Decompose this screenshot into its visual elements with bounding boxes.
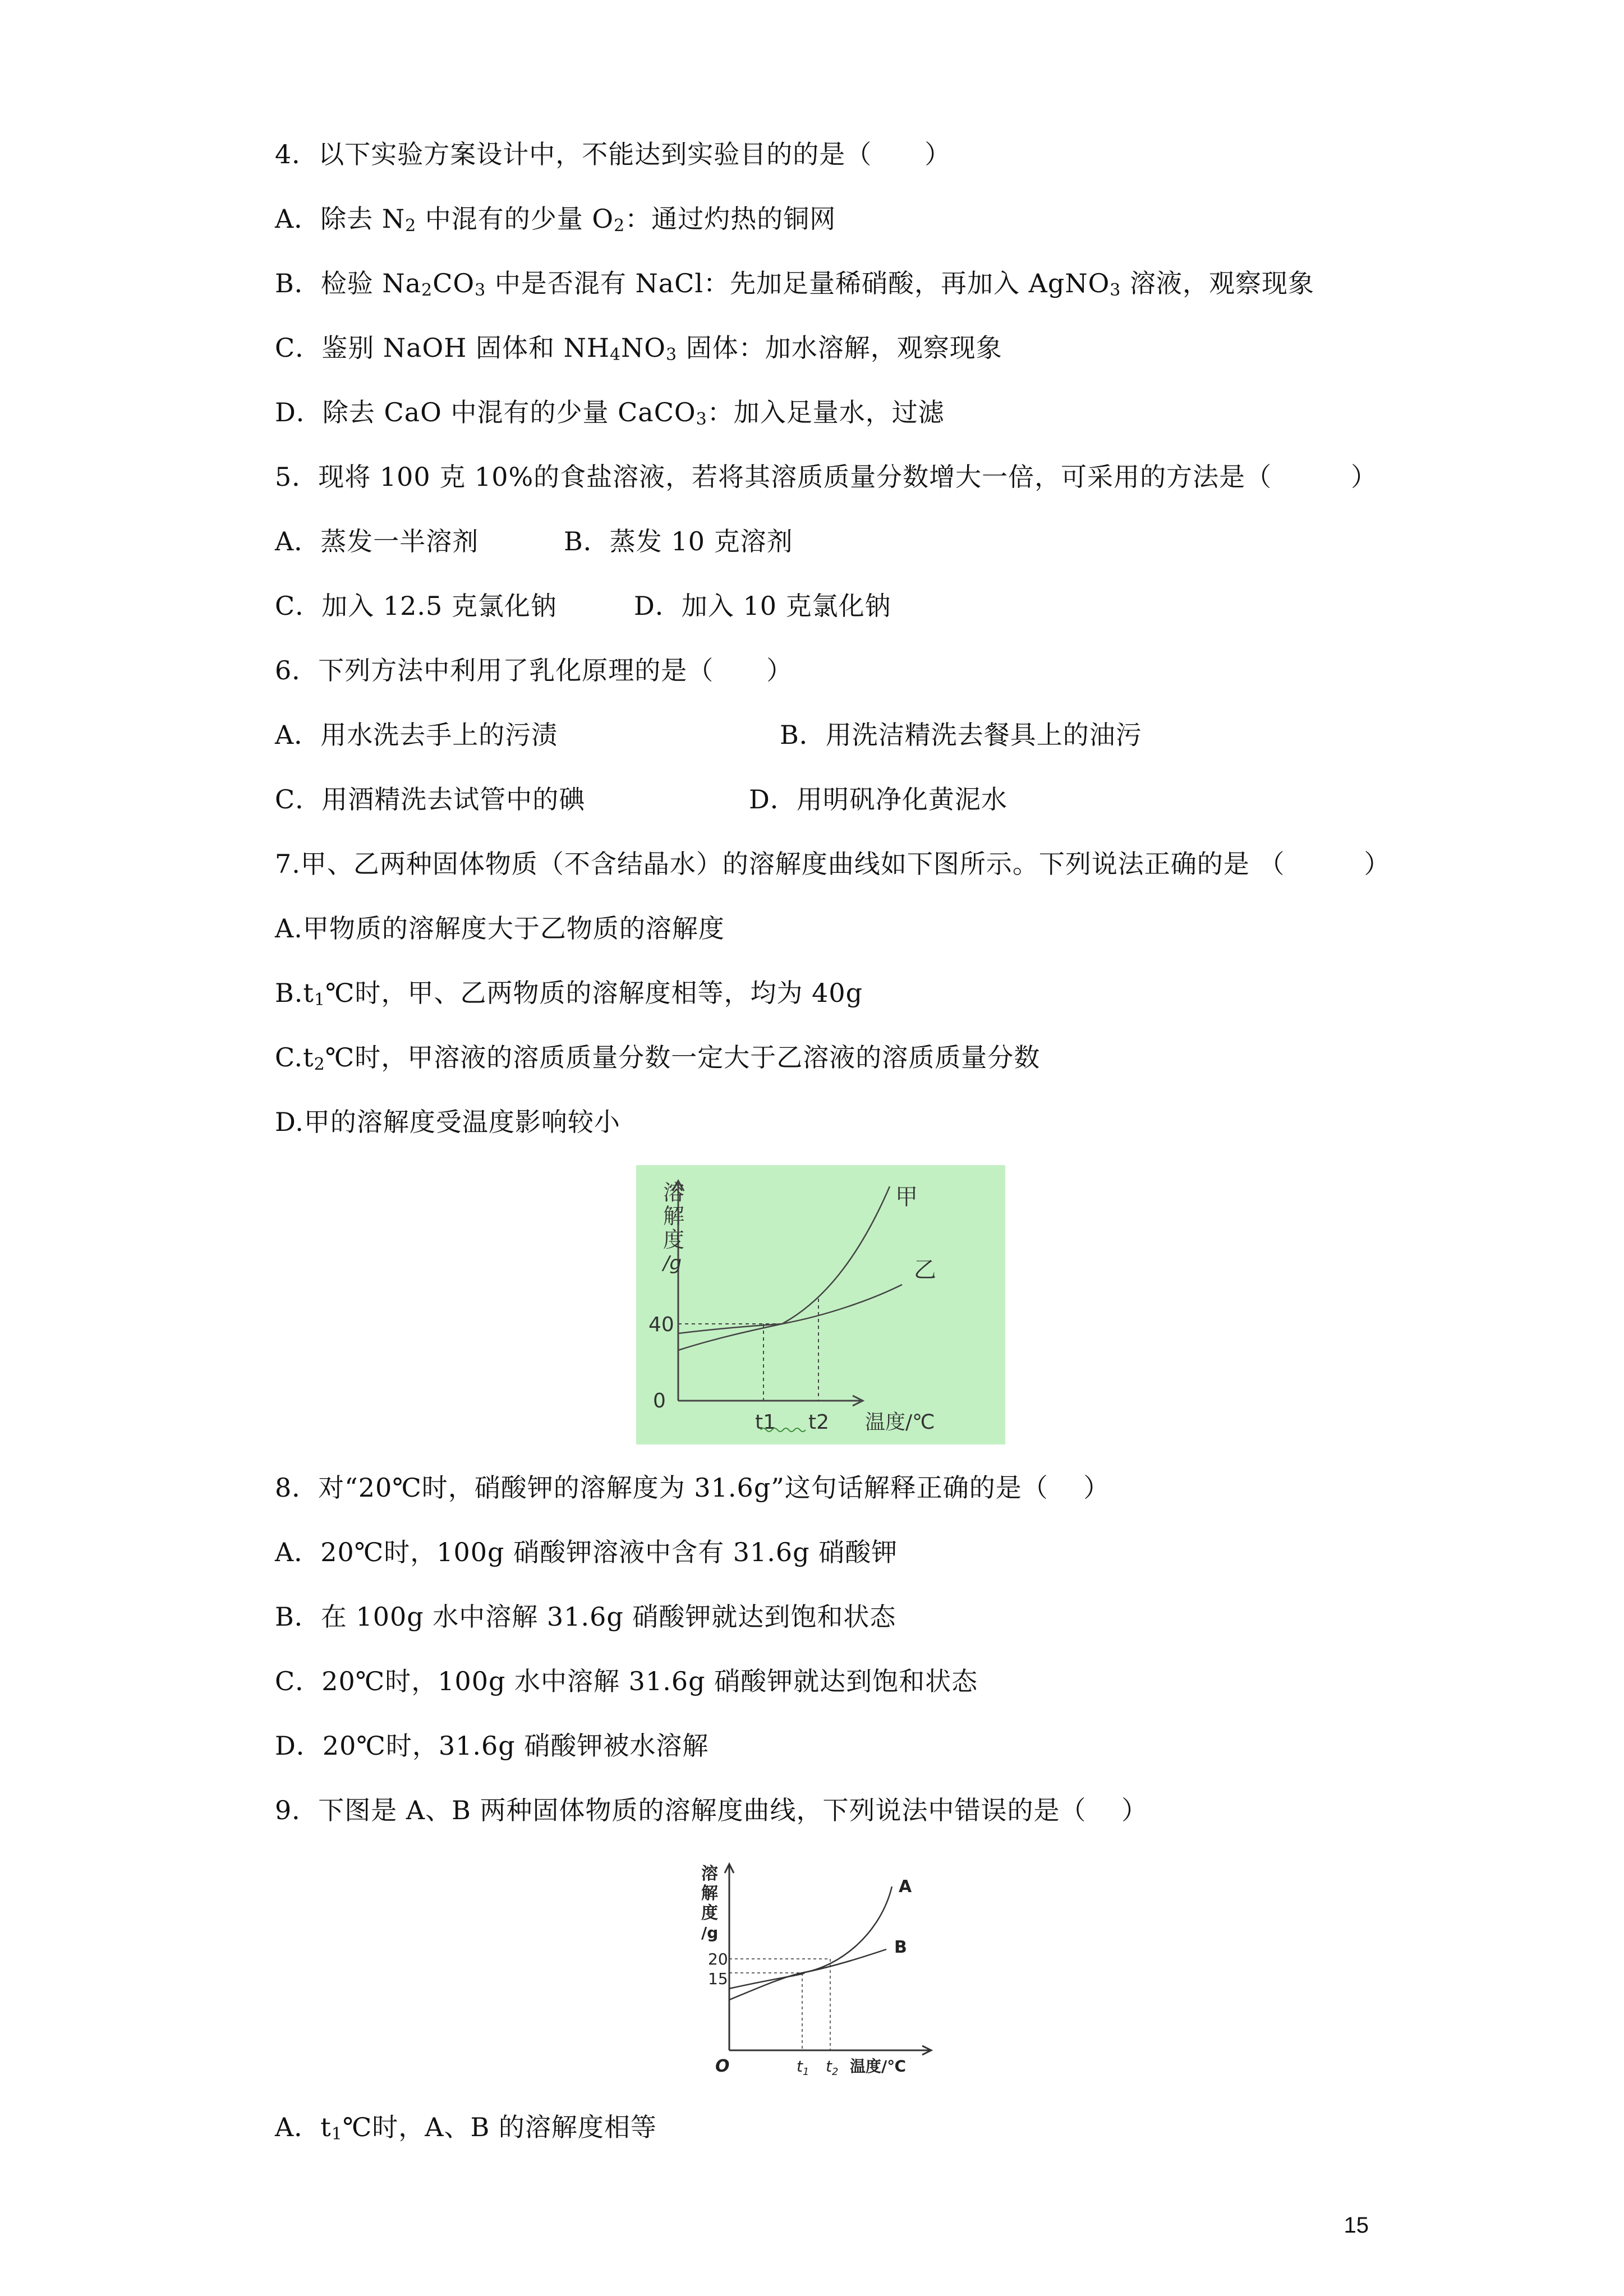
figure-1-ylabel-1: 溶 [663, 1180, 685, 1205]
q5-options-row-1 [275, 524, 1341, 558]
q6-option-b: B．用洗洁精洗去餐具上的油污 [780, 720, 1142, 750]
figure-1-ylabel-2: 解 [663, 1204, 685, 1228]
q5-option-d: D．加入 10 克氯化钠 [634, 591, 891, 621]
q4-option-b: B．检验 $Na_2CO_3$ 中是否混有 NaCl：先加足量稀硝酸，再加入 AgNO$_3$ 溶液，观察现象 [275, 268, 1315, 300]
q6-option-a: A．用水洗去手上的污渍 [275, 720, 558, 750]
q8-option-b: B．在 100g 水中溶解 31.6g 硝酸钾就达到饱和状态 [275, 1602, 896, 1632]
figure-2-y-tick-15: 15 [708, 1970, 728, 1988]
q8-stem: 8．对“20℃时，硝酸钾的溶解度为 31.6g”这句话解释正确的是（ ） [275, 1473, 1110, 1503]
figure-2-ylabel-2: 解 [701, 1884, 718, 1903]
figure-1-t1-label: t1 [755, 1411, 776, 1434]
figure-2-ylabel-3: 度 [701, 1903, 718, 1923]
figure-2-origin: O [715, 2056, 730, 2076]
q4-option-c: C．鉴别 NaOH 固体和 $NH_4NO_3$ 固体：加水溶解，观察现象 [275, 333, 1002, 365]
q7-option-a: A.甲物质的溶解度大于乙物质的溶解度 [275, 913, 725, 944]
figure-2-t1-label: $t_1$ [797, 2057, 809, 2078]
page-number: 15 [1344, 2213, 1369, 2238]
q4-stem: 4．以下实验方案设计中，不能达到实验目的的是（ ） [275, 139, 951, 169]
figure-1-y-tick-40: 40 [648, 1313, 674, 1336]
q7-option-d: D.甲的溶解度受温度影响较小 [275, 1107, 620, 1137]
figure-2-ylabel-1: 溶 [701, 1864, 718, 1884]
q7-stem: 7.甲、乙两种固体物质（不含结晶水）的溶解度曲线如下图所示。下列说法正确的是 （ ） [275, 849, 1391, 879]
q5-options-row-2 [275, 589, 1341, 623]
figure-1-xlabel: 温度/℃ [865, 1411, 935, 1434]
q4-option-a: A．除去 $N_2$ 中混有的少量 $O_2$：通过灼热的铜网 [275, 204, 836, 236]
figure-2-curve-b [729, 1949, 886, 2000]
figure-2-t2-label: $t_2$ [826, 2057, 839, 2078]
q7-option-c: $C.t_2℃$时，甲溶液的溶质质量分数一定大于乙溶液的溶质质量分数 [275, 1042, 1041, 1074]
figure-2-y-tick-20: 20 [708, 1950, 728, 1968]
figure-1-origin: 0 [653, 1389, 666, 1412]
figure-1-t2-label: t2 [808, 1411, 830, 1434]
figure-1-background [636, 1165, 1005, 1444]
q5-stem: 5．现将 100 克 10%的食盐溶液，若将其溶质质量分数增大一倍，可采用的方法是（ ） [275, 462, 1378, 492]
q5-option-b: B．蒸发 10 克溶剂 [564, 526, 793, 556]
q4-option-d: D．除去 CaO 中混有的少量 CaCO$_3$：加入足量水，过滤 [275, 397, 945, 429]
figure-2-xlabel: 温度/℃ [850, 2057, 907, 2076]
figure-1-series-jia: 甲 [895, 1184, 918, 1210]
q6-options-row-2 [275, 783, 1341, 816]
figure-1-ylabel-3: 度 [663, 1227, 685, 1252]
q9-stem: 9．下图是 A、B 两种固体物质的溶解度曲线，下列说法中错误的是（ ） [275, 1795, 1148, 1825]
q6-option-d: D．用明矾净化黄泥水 [749, 784, 1007, 815]
solubility-figure-1 [636, 1165, 1005, 1444]
figure-2-series-a: A [899, 1877, 912, 1897]
q8-option-c: C．20℃时，100g 水中溶解 31.6g 硝酸钾就达到饱和状态 [275, 1666, 978, 1696]
q9-option-a: A．$t_1℃$时，A、B 的溶解度相等 [275, 2112, 657, 2144]
figure-2-series-b: B [894, 1938, 907, 1957]
solubility-figure-2 [696, 1848, 942, 2095]
q5-option-c: C．加入 12.5 克氯化钠 [275, 591, 557, 621]
q6-option-c: C．用酒精洗去试管中的碘 [275, 784, 586, 815]
figure-1-series-yi: 乙 [914, 1257, 936, 1283]
q7-option-b: $B.t_1℃$时，甲、乙两物质的溶解度相等，均为 40g [275, 978, 863, 1010]
figure-1-ylabel-4: /g [663, 1252, 682, 1274]
q6-options-row-1 [275, 718, 1341, 752]
q8-option-a: A．20℃时，100g 硝酸钾溶液中含有 31.6g 硝酸钾 [275, 1537, 898, 1567]
q6-stem: 6．下列方法中利用了乳化原理的是（ ） [275, 655, 793, 685]
figure-2-ylabel-4: /g [701, 1924, 719, 1942]
q5-option-a: A．蒸发一半溶剂 [275, 526, 479, 556]
q8-option-d: D．20℃时，31.6g 硝酸钾被水溶解 [275, 1731, 709, 1761]
